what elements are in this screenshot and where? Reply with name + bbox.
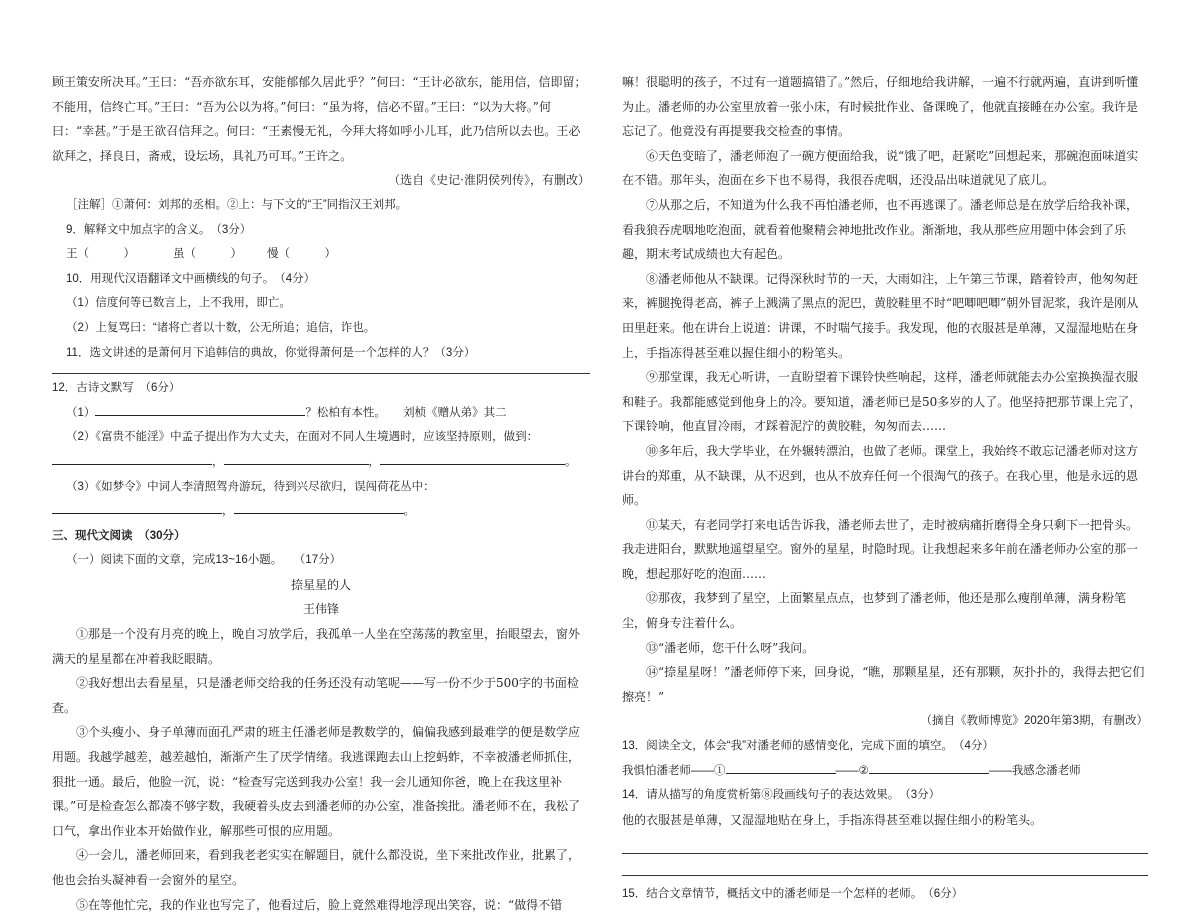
answer-blank[interactable] [869, 760, 989, 774]
question-12-2: （2）《富贵不能淫》中孟子提出作为大丈夫，在面对不同人生境遇时，应该坚持原则，做到： [66, 431, 539, 444]
article-paragraph-5-continued: 嘛！很聪明的孩子，不过有一道题搞错了。”然后，仔细地给我讲解，一遍不行就两遍，直讲到听懂为止。潘老师的办公室里放着一张小床，有时候批作业、备课晚了，他就直接睡在办公室。我许是忘记了。他竟没有再提要我交检查的事情。 [622, 75, 1139, 139]
answer-line[interactable] [622, 854, 1148, 876]
article-source: （摘自《教师博览》2020年第3期，有删改） [920, 715, 1148, 728]
question-9-items [52, 242, 590, 267]
question-10-1: （1）信度何等已数言上，上不我用，即亡。 [66, 297, 291, 310]
classical-text-paragraph: 顾王策安所决耳。”王曰：“吾亦欲东耳，安能郁郁久居此乎？”何曰：“王计必欲东，能用信，信即留；不能用，信终亡耳。”王曰：“吾为公以为将。”何曰：“虽为将，信必不留。”王曰：“以为大将。”何曰：“幸甚。”于是王欲召信拜之。何曰：“王素慢无礼，今拜大将如呼小儿耳，此乃信所以去也。王必欲拜之，择良日，斋戒，设坛场，具礼乃可耳。”王许之。 [52, 75, 587, 163]
q9-item-wang: 王（ ） [66, 248, 135, 261]
question-12: 12．古诗文默写 （6分） [52, 382, 181, 395]
article-paragraph-9: ⑨那堂课，我无心听讲，一直盼望着下课铃快些响起，这样，潘老师就能去办公室换换湿衣服和鞋子。我都能感觉到他身上的冷。要知道，潘老师已是50多岁的人了。他坚持把那节课上完了，下课铃响，他直冒冷雨，才踩着泥泞的黄胶鞋，匆匆而去…… [622, 370, 1142, 434]
answer-blank[interactable] [380, 451, 565, 465]
article-paragraph-14: ⑭“捺星星呀！”潘老师停下来，回身说，“瞧，那颗星星，还有那颗，灰扑扑的，我得去把它们擦亮！” [622, 665, 1145, 704]
question-13-fill [622, 759, 1148, 784]
article-paragraph-1: ①那是一个没有月亮的晚上，晚自习放学后，我孤单一人坐在空荡荡的教室里，抬眼望去，窗外满天的星星都在冲着我眨眼睛。 [52, 627, 581, 666]
question-12-2-blanks: ， ， 。 [52, 450, 590, 475]
article-paragraph-10: ⑩多年后，我大学毕业，在外辗转漂泊，也做了老师。课堂上，我始终不敢忘记潘老师对这方讲台的郑重，从不缺课，从不迟到，也从不放弃任何一个很淘气的孩子。在我心里，他是永远的恩师。 [622, 443, 1139, 508]
q13-part-b: ——② [835, 764, 869, 777]
article-paragraph-8: ⑧潘老师他从不缺课。记得深秋时节的一天，大雨如注，上午第三节课，踏着铃声，他匆匆赶来，裤腿挽得老高，裤子上溅满了黑点的泥巴，黄胶鞋里不时“吧唧吧唧”朝外冒泥浆，我许是刚从田里赶来。他在讲台上说道：讲课，不时喘气接手。我发现，他的衣服甚是单薄，又湿湿地贴在身上，手指冻得甚至难以握住细小的粉笔头。 [622, 271, 1139, 360]
question-13: 13．阅读全文，体会“我”对潘老师的感情变化，完成下面的填空。 （4分） [622, 740, 994, 753]
subsection-heading: （一）阅读下面的文章，完成13~16小题。 （17分） [66, 554, 342, 567]
article-author: 王伟锋 [302, 602, 339, 617]
answer-blank[interactable] [234, 500, 404, 514]
article-paragraph-3: ③个头瘦小、身子单薄而面孔严肃的班主任潘老师是教数学的，偏偏我感到最难学的便是数学应用题。我越学越差，越差越怕，渐渐产生了厌学情绪。我逃课跑去山上挖蚂蚱，不幸被潘老师抓住，狠批一通。最后，他脸一沉，说：“检查写完送到我办公室！我一会儿通知你爸，晚上在我这里补课。”可是检查怎么都凑不够字数，我硬着头皮去到潘老师的办公室，准备挨批。潘老师不在，我松了口气，拿出作业本开始做作业，解那些可恨的应用题。 [52, 725, 581, 838]
question-14: 14．请从描写的角度赏析第⑧段画线句子的表达效果。 （3分） [622, 789, 941, 802]
question-11: 11．选文讲述的是萧何月下追韩信的典故，你觉得萧何是一个怎样的人？（3分） [66, 346, 476, 359]
section-divider [52, 373, 590, 374]
question-10: 10．用现代汉语翻译文中画横线的句子。 （4分） [66, 272, 316, 285]
article-paragraph-6: ⑥天色变暗了，潘老师泡了一碗方便面给我，说“饿了吧，赶紧吃”回想起来，那碗泡面味道实在不错。那年头，泡面在乡下也不易得，我很吞虎咽，还没品出味道就见了底儿。 [622, 148, 1139, 188]
article-paragraph-11: ⑪某天，有老同学打来电话告诉我，潘老师去世了，走时被病痛折磨得全身只剩下一把骨头。我走进阳台，默默地遥望星空。窗外的星星，时隐时现。让我想起来多年前在潘老师办公室的那一晚，想起那好吃的泡面…… [622, 517, 1139, 581]
article-paragraph-5: ⑤在等他忙完，我的作业也写完了，他看过后，脸上竟然难得地浮现出笑容，说：“做得不错 [76, 897, 563, 912]
question-15: 15．结合文章情节，概括文中的潘老师是一个怎样的老师。 （6分） [622, 888, 964, 901]
article-paragraph-4: ④一会儿，潘老师回来，看到我老老实实在解题目，就什么都没说，坐下来批改作业，批累了，他也会抬头凝神看一会窗外的星空。 [52, 848, 581, 887]
annotation-note: ［注解］①萧何：刘邦的丞相。②上：与下文的“王”同指汉王刘邦。 [66, 198, 408, 211]
question-9: 9．解释文中加点字的含义。 （3分） [66, 223, 252, 236]
answer-blank[interactable] [224, 451, 369, 465]
article-paragraph-13: ⑬“潘老师，您干什么呀”我问。 [646, 640, 815, 655]
article-title: 捺星星的人 [290, 577, 351, 592]
right-column [622, 70, 1148, 907]
q13-part-a: 我惧怕潘老师——① [622, 764, 726, 777]
section-3-heading: 三、现代文阅读 （30分） [52, 529, 186, 542]
article-paragraph-7: ⑦从那之后，不知道为什么我不再怕潘老师，也不再逃课了。潘老师总是在放学后给我补课，看我狼吞虎咽地吃泡面，就看着他聚精会神地批改作业。渐渐地，我从那些应用题中体会到了乐趣，期末考试成绩也大有起色。 [622, 197, 1139, 262]
question-12-1 [52, 401, 590, 426]
q13-part-c: ——我感念潘老师 [988, 764, 1081, 777]
q9-item-man: 慢（ ） [267, 248, 336, 261]
q12-1-suffix: ？松柏有本性。 刘桢《赠从弟》其二 [305, 406, 507, 419]
question-10-2: （2）上复骂曰：“诸将亡者以十数，公无所追；追信，诈也。 [66, 321, 376, 334]
source-citation: （选自《史记·淮阴侯列传》，有删改） [388, 173, 590, 188]
answer-blank[interactable] [726, 760, 836, 774]
answer-blank[interactable] [52, 500, 222, 514]
q12-1-prefix: （1） [66, 406, 96, 419]
left-column [52, 70, 590, 917]
answer-blank[interactable] [95, 402, 305, 416]
answer-blank[interactable] [52, 451, 212, 465]
question-12-3-blanks: ， 。 [52, 499, 590, 524]
article-paragraph-12: ⑫那夜，我梦到了星空，上面繁星点点，也梦到了潘老师，他还是那么瘦削单薄，满身粉笔尘，俯身专注着什么。 [622, 591, 1127, 631]
question-14-quote: 他的衣服甚是单薄，又湿湿地贴在身上，手指冻得甚至难以握住细小的粉笔头。 [622, 812, 1043, 827]
answer-line[interactable] [622, 832, 1148, 854]
article-paragraph-2: ②我好想出去看星星，只是潘老师交给我的任务还没有动笔呢——写一份不少于500字的书面检查。 [52, 676, 579, 715]
q9-item-sui: 虽（ ） [173, 248, 242, 261]
question-12-3: （3）《如梦令》中词人李清照驾舟游玩，待到兴尽欲归，误闯荷花丛中： [66, 480, 435, 493]
